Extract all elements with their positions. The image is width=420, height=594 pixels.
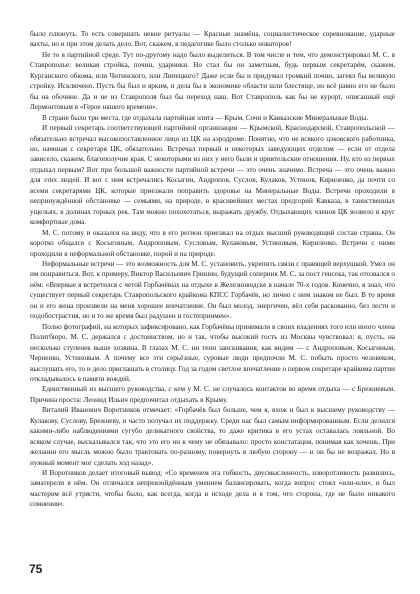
- paragraph: Неформальные встречи — это возможность для М. С. установить, укрепить связи с правящей верхушкой. Умел он им понравиться. Вот, к примеру, Виктор Васильевич Гришин, будущий соперник М. С. за пост генсека, так отозвался о нём: «Впервые я встретился с четой Горбачёвых на отдыхе в Железноводске в начале 70-х годов. Конечно, я знал, что существует первый секретарь Ставропольского крайкома КПСС Горбачёв, но лично с ним знаком не был. В то время он и его жена произвели на меня хорошее впечатление. Он был молод, энергичен, вёл себя раскованно, без лести и подобострастия, но и то же время был радушен и гостеприимен».: [30, 259, 395, 321]
- paragraph: И Воротников делает итоговый вывод: «Со временем эта гибкость, двусмысленность, изворотливость развились, заматерели в нём. Он отличался непревзойдённым умением балансировать, когда вопрос стоял «или-или», и был мастером всё утрясти, чтобы было, как всегда, когда в исходе дела и в том, что сторона, где не было никакого сомнения».: [30, 469, 395, 509]
- paragraph: М. С. потому и оказался на виду, что в его регион приезжал на отдых высший руководящий состав страны. Он коротко общался с Косыгиным, Андроповым, Сусловым, Кулаковым, Устиновым, Кириленко. Встречи с ними проходили в неформальной обстановке, порой и на природе.: [30, 228, 395, 258]
- page-body: [30, 29, 395, 510]
- page-number: 75: [29, 562, 43, 576]
- paragraph: Полно фотографий, на которых зафиксировано, как Горбачёвы принимали в своих владениях того или иного члена Политбюро. М. С. держался с достоинством, но и так, чтобы высокий гость из Москвы чувствовал: я, пусть, на несколько ступенек выше хозяина. В глазах М. С. ни тени заискивания, как видим — с Андроповым, Косыгиным, Черненко, Устиновым. А почему все эти серьёзные, суровые люди предпочли М. С. побыть просто человеком, выслушать его, то и дело приглашать в столицу. Год за годом светлое впечатление о первом секретаре крайкома партии откладывалось в памяти вождей.: [30, 322, 395, 383]
- paragraph: И первый секретарь соответствующей партийной организации — Крымской, Краснодарской, Ставропольской — обязательно встречал высокопоставленное лицо из ЦК на аэродроме. Понятно, что не всякого цэковского работника, но, начиная с секретаря ЦК, обязательно. Встречал первый и некоторых заведующих отделом — если от отдела зависело, скажем, благополучие края. С некоторыми из них у него были и приятельские отношения. Ну, кто из первых отдыхал первым? Вот при большой важности партийной встречи — это очень значимо. Встреча — это очень важно для этих людей. И вот с ним встречались Косыгин, Андропов, Суслов, Кулаков, Устинов, Кириленко, да почти со всеми секретарями ЦК, которые приезжали поправить здоровье на Минеральные Воды. Встречи проходили в непринуждённой обстановке — семьями, на природе, в красивейших местах предгорий Кавказа, в таинственных ущельях, в долинах горных рек. Там можно похохотаться, выражать дружбу. Отдыхающих членов ЦК возвело в круг комфортные дома.: [30, 124, 395, 227]
- paragraph: В стране было три места, где отдыхала партийная элита — Крым, Сочи и Кавказские Минеральные Воды.: [42, 113, 369, 122]
- paragraph: Единственный из высшего руководства, с кем у М. С. не случалось контактов во время отдыха — с Брежневым. Причина проста: Леонид Ильич предпочитал отдыхать в Крыму.: [30, 385, 395, 404]
- paragraph: Виталий Иванович Воротников отмечает: «Горбачёв был больше, чем я, вхож и был к высшему руководству — Кулакову, Суслову, Брежневу, и часто получал их поддержку. Среди нас был самым информированным. Если делился какими-либо наблюдениями сугубо деликатного свойства, то даже критика в его устах оставалась лояльной. Во всяком случае, высказывался так, что это его ни к чему не обязывало: просто констатация, понимая как хочешь. При желании его мысль можно было трактовать по-разному, повернуть в любую сторону — и он бы не возражал. Но в нужный момент мог сделать ход назад».: [30, 406, 395, 467]
- paragraph: было плюнуть. То есть совершать некие ритуалы — Красные знамёна, социалистическое соревнование, ударные вахты, но и при этом делать дело. Вот, скажем, в педагогике было столько новаторов!: [30, 30, 395, 49]
- paragraph: Не то в партийной среде. Тут по-другому надо было выделиться. В том числе и тем, что демонстрировал М. С. в Ставрополье: великая стройка, почин, ударники. Но стал бы он заметным, будь первым секретарём, скажем, Курганского обкома, или Читинского, или Липецкого? Даже если бы и придумал громкий почин, затеял бы великую стройку. Исключено. Пусть бы был и ярким, и дела бы в экономике области шли блестяще, но всё равно его не было бы на обочине. Да и не из Ставрополя был бы переход наш. Вот Ставрополь как бы не курорт, описанный ещё Лермонтовым в «Герое нашего времени».: [30, 50, 395, 112]
